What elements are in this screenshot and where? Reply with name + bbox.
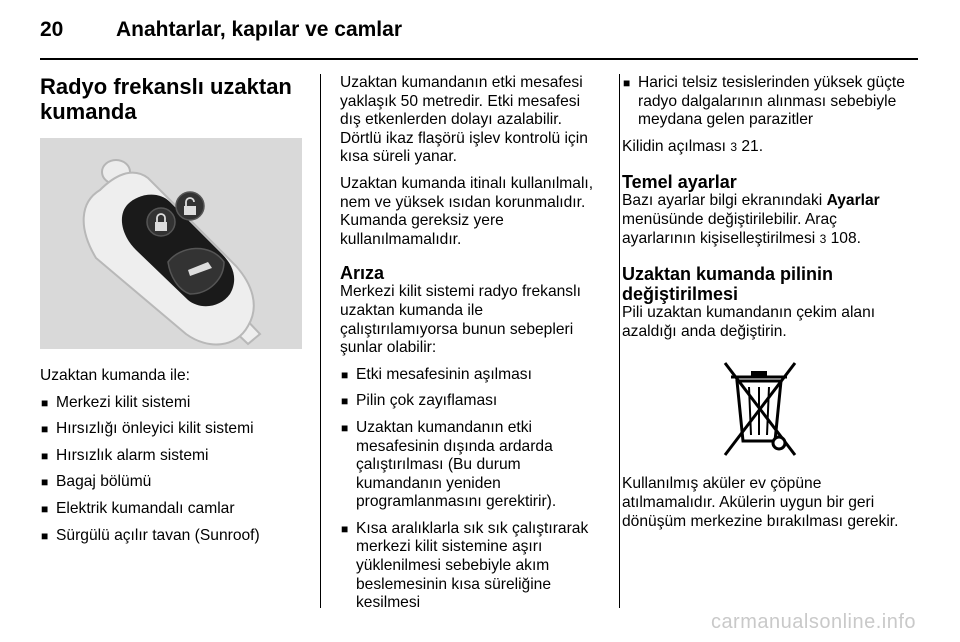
disposal-text: Kullanılmış aküler ev çöpüne atılmamalıdır. Akülerin uygun bir geri dönüşüm merkezine bırakılması gerekir. bbox=[622, 475, 899, 530]
battery-heading: Uzaktan kumanda pilinin değiştirilmesi bbox=[622, 264, 834, 305]
battery-text: Pili uzaktan kumandanın çekim alanı azaldığı anda değiştirin. bbox=[622, 304, 876, 340]
page-header bbox=[40, 18, 402, 42]
watermark: carmanualsonline.info bbox=[710, 611, 916, 633]
section-title: Radyo frekanslı uzaktan kumanda bbox=[40, 74, 292, 124]
feature-list bbox=[40, 394, 305, 546]
fault-heading: Arıza bbox=[340, 263, 385, 284]
column-divider bbox=[619, 74, 620, 608]
page-ref-arrow-icon: 3 bbox=[730, 139, 738, 154]
list-item: ■ Pilin çok zayıflaması bbox=[340, 392, 605, 411]
list-item: ■ Harici telsiz tesislerinden yüksek güçte radyo dalgalarının alınması sebebiyle meydana gelen parazitler bbox=[622, 74, 912, 130]
range-paragraph: Uzaktan kumandanın etki mesafesi yaklaşık 50 metredir. Etki mesafesi dış etkenlerden dolayı azalabilir. Dörtlü ikaz flaşörü işlev kontrolü için kısa süreli yanar. bbox=[340, 74, 588, 166]
list-item: ■ Etki mesafesinin aşılması bbox=[340, 366, 605, 385]
header-rule bbox=[40, 58, 918, 60]
settings-menu-name: Ayarlar bbox=[826, 192, 880, 210]
list-item: ■ Sürgülü açılır tavan (Sunroof) bbox=[40, 527, 305, 546]
cause-list bbox=[340, 366, 605, 613]
page-number: 20 bbox=[40, 18, 64, 41]
basic-settings-text bbox=[622, 192, 912, 248]
basic-settings-page: 108. bbox=[830, 229, 861, 247]
unlock-reference bbox=[622, 138, 912, 157]
list-item: ■ Bagaj bölümü bbox=[40, 473, 305, 492]
column-divider bbox=[320, 74, 321, 608]
column-middle bbox=[340, 74, 605, 621]
basic-settings-text-1: Bazı ayarlar bilgi ekranındaki bbox=[622, 192, 823, 210]
page-ref-arrow-icon: 3 bbox=[819, 231, 827, 246]
list-item: ■ Elektrik kumandalı camlar bbox=[40, 500, 305, 519]
list-item: ■ Hırsızlığı önleyici kilit sistemi bbox=[40, 420, 305, 439]
remote-key-image bbox=[40, 138, 302, 349]
care-paragraph: Uzaktan kumanda itinalı kullanılmalı, nem ve yüksek ısıdan korunmalıdır. Kumanda gereksiz yere kullanılmamalıdır. bbox=[340, 174, 594, 248]
list-item: ■ Kısa aralıklarla sık sık çalıştırarak merkezi kilit sistemine aşırı yüklenilmesi sebebiyle akım beslemesinin kısa süreliğine kesilmesi bbox=[340, 520, 605, 613]
column-right bbox=[622, 74, 912, 539]
cause-list-continued bbox=[622, 74, 912, 130]
remote-intro: Uzaktan kumanda ile: bbox=[40, 367, 190, 384]
column-left bbox=[40, 74, 305, 553]
chapter-title: Anahtarlar, kapılar ve camlar bbox=[116, 18, 402, 41]
unlock-reference-text: Kilidin açılması bbox=[622, 137, 726, 155]
list-item: ■ Merkezi kilit sistemi bbox=[40, 394, 305, 413]
basic-settings-text-2: menüsünde değiştirilebilir. Araç ayarlarının kişiselleştirilmesi bbox=[622, 210, 837, 247]
fault-intro: Merkezi kilit sistemi radyo frekanslı uzaktan kumanda ile çalıştırılamıyorsa bunun sebepleri şunlar olabilir: bbox=[340, 283, 581, 357]
crossed-bin-icon bbox=[717, 355, 801, 459]
list-item: ■ Uzaktan kumandanın etki mesafesinin dışında ardarda çalıştırılması (Bu durum kumandanın yeniden programlanmasını gerektirir). bbox=[340, 419, 605, 512]
list-item: ■ Hırsızlık alarm sistemi bbox=[40, 447, 305, 466]
unlock-reference-page: 21. bbox=[741, 137, 764, 155]
basic-settings-heading: Temel ayarlar bbox=[622, 172, 737, 193]
